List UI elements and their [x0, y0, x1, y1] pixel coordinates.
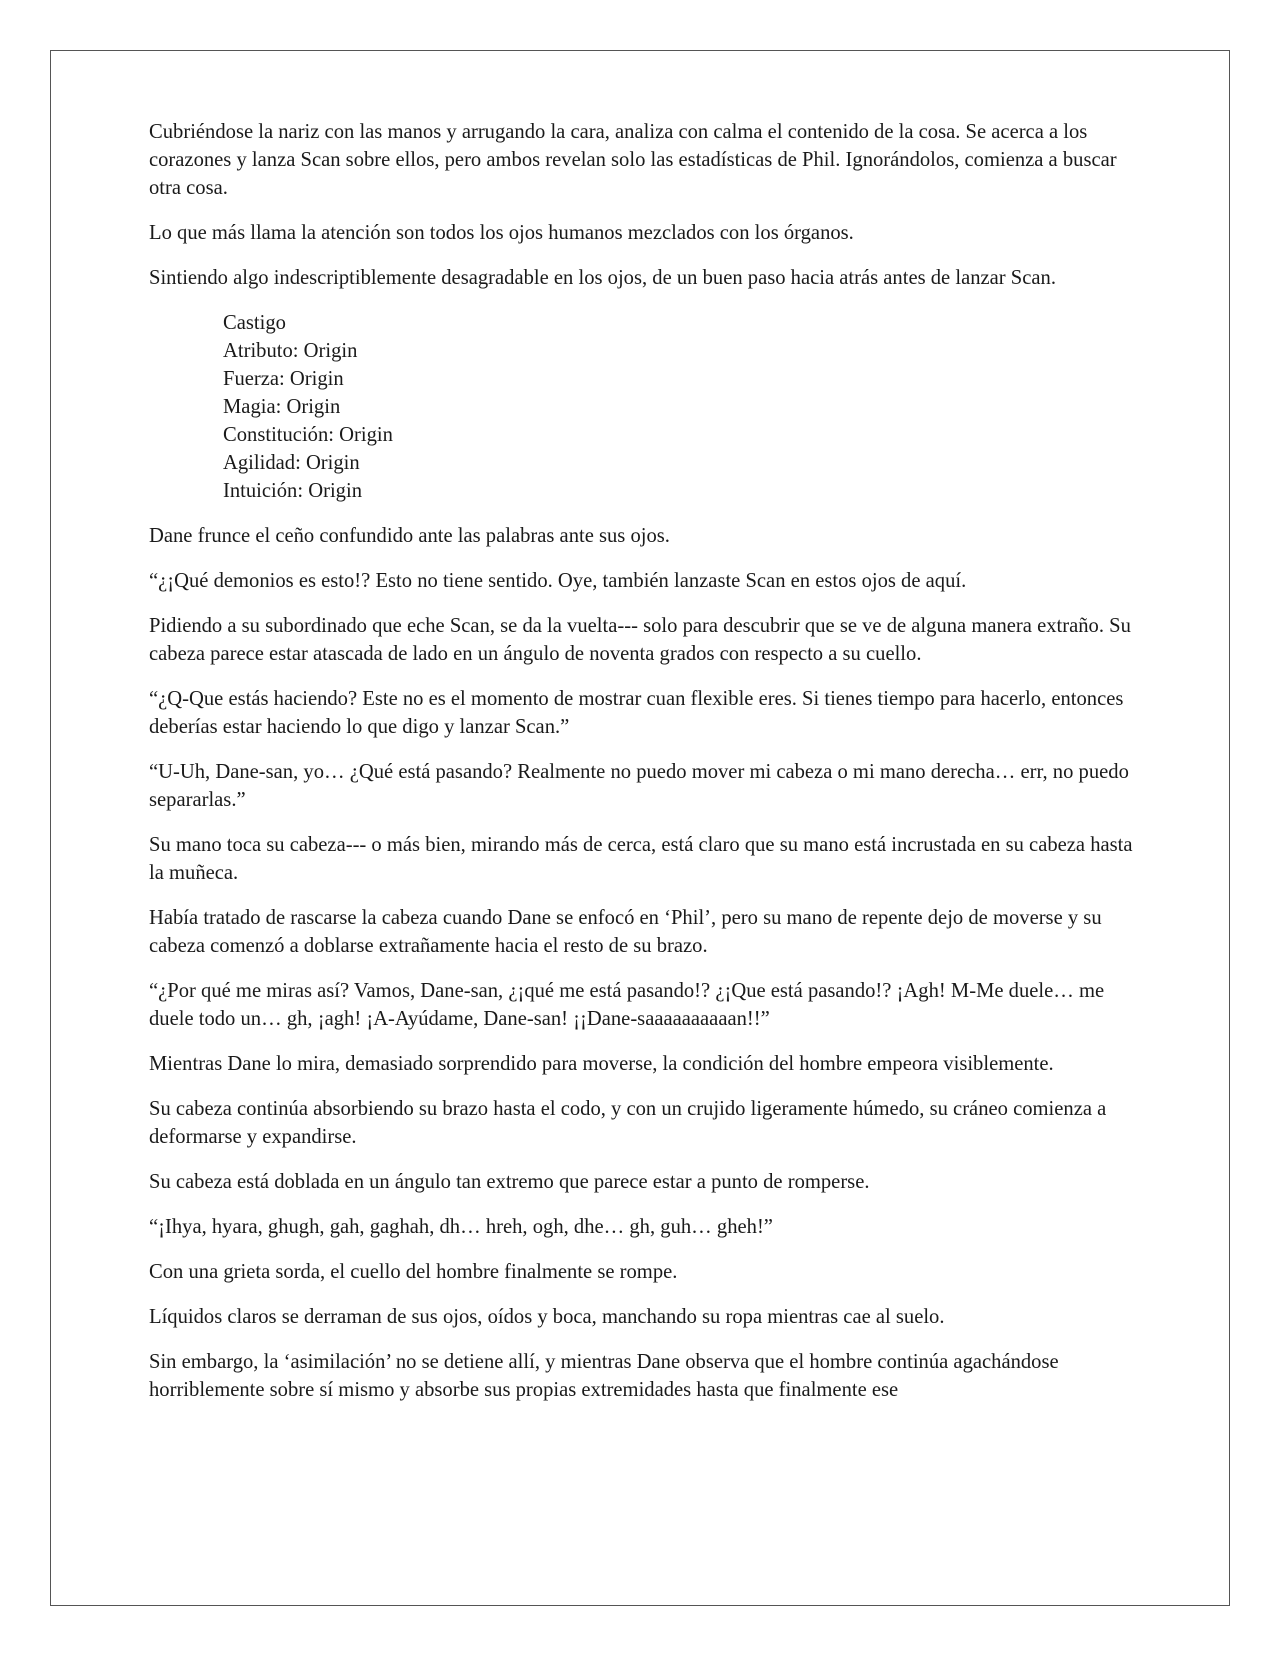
stat-line: Constitución: Origin — [223, 424, 393, 446]
paragraph: “¿¡Qué demonios es esto!? Esto no tiene sentido. Oye, también lanzaste Scan en estos ojos de aquí. — [149, 570, 967, 592]
paragraph: Había tratado de rascarse la cabeza cuando Dane se enfocó en ‘Phil’, pero su mano de repente dejo de moverse y su cabeza comenzó a doblarse extrañamente hacia el resto de su brazo. — [149, 907, 1102, 957]
stat-line: Magia: Origin — [223, 396, 341, 418]
paragraph: Su mano toca su cabeza--- o más bien, mirando más de cerca, está claro que su mano está incrustada en su cabeza hasta la muñeca. — [149, 834, 1133, 884]
paragraph: Con una grieta sorda, el cuello del hombre finalmente se rompe. — [149, 1261, 678, 1283]
stat-block — [223, 309, 1139, 505]
paragraph: Dane frunce el ceño confundido ante las palabras ante sus ojos. — [149, 525, 670, 547]
paragraph: Su cabeza está doblada en un ángulo tan extremo que parece estar a punto de romperse. — [149, 1171, 870, 1193]
paragraph: Su cabeza continúa absorbiendo su brazo hasta el codo, y con un crujido ligeramente húmedo, su cráneo comienza a deformarse y expandirse. — [149, 1098, 1107, 1148]
paragraph: Lo que más llama la atención son todos los ojos humanos mezclados con los órganos. — [149, 222, 854, 244]
paragraph: Sintiendo algo indescriptiblemente desagradable en los ojos, de un buen paso hacia atrás antes de lanzar Scan. — [149, 267, 1056, 289]
paragraph: “U-Uh, Dane-san, yo… ¿Qué está pasando? Realmente no puedo mover mi cabeza o mi mano derecha… err, no puedo separarlas.” — [149, 761, 1129, 811]
stat-line: Fuerza: Origin — [223, 368, 344, 390]
stat-title: Castigo — [223, 312, 286, 334]
paragraph: “¡Ihya, hyara, ghugh, gah, gaghah, dh… hreh, ogh, dhe… gh, guh… gheh!” — [149, 1216, 773, 1238]
paragraph: “¿Q-Que estás haciendo? Este no es el momento de mostrar cuan flexible eres. Si tienes tiempo para hacerlo, entonces deberías estar haciendo lo que digo y lanzar Scan.” — [149, 688, 1124, 738]
paragraph: Cubriéndose la nariz con las manos y arrugando la cara, analiza con calma el contenido de la cosa. Se acerca a los corazones y lanza Scan sobre ellos, pero ambos revelan solo las estadísticas de Phil. Ignorándolos, comienza a buscar otra cosa. — [149, 121, 1117, 199]
stat-line: Agilidad: Origin — [223, 452, 360, 474]
paragraph: Mientras Dane lo mira, demasiado sorprendido para moverse, la condición del hombre empeora visiblemente. — [149, 1053, 1054, 1075]
paragraph: “¿Por qué me miras así? Vamos, Dane-san, ¿¡qué me está pasando!? ¿¡Que está pasando!? ¡Agh! M-Me duele… me duele todo un… gh, ¡agh! ¡A-Ayúdame, Dane-san! ¡¡Dane-saaaaaaaaaan!!” — [149, 980, 1105, 1030]
paragraph: Sin embargo, la ‘asimilación’ no se detiene allí, y mientras Dane observa que el hombre continúa agachándose horriblemente sobre sí mismo y absorbe sus propias extremidades hasta que finalmente ese — [149, 1351, 1059, 1401]
stat-line: Intuición: Origin — [223, 480, 362, 502]
document-body — [149, 118, 1139, 1421]
paragraph: Líquidos claros se derraman de sus ojos, oídos y boca, manchando su ropa mientras cae al suelo. — [149, 1306, 945, 1328]
paragraph: Pidiendo a su subordinado que eche Scan, se da la vuelta--- solo para descubrir que se ve de alguna manera extraño. Su cabeza parece estar atascada de lado en un ángulo de noventa grados con respecto a su cuello. — [149, 615, 1131, 665]
stat-line: Atributo: Origin — [223, 340, 358, 362]
